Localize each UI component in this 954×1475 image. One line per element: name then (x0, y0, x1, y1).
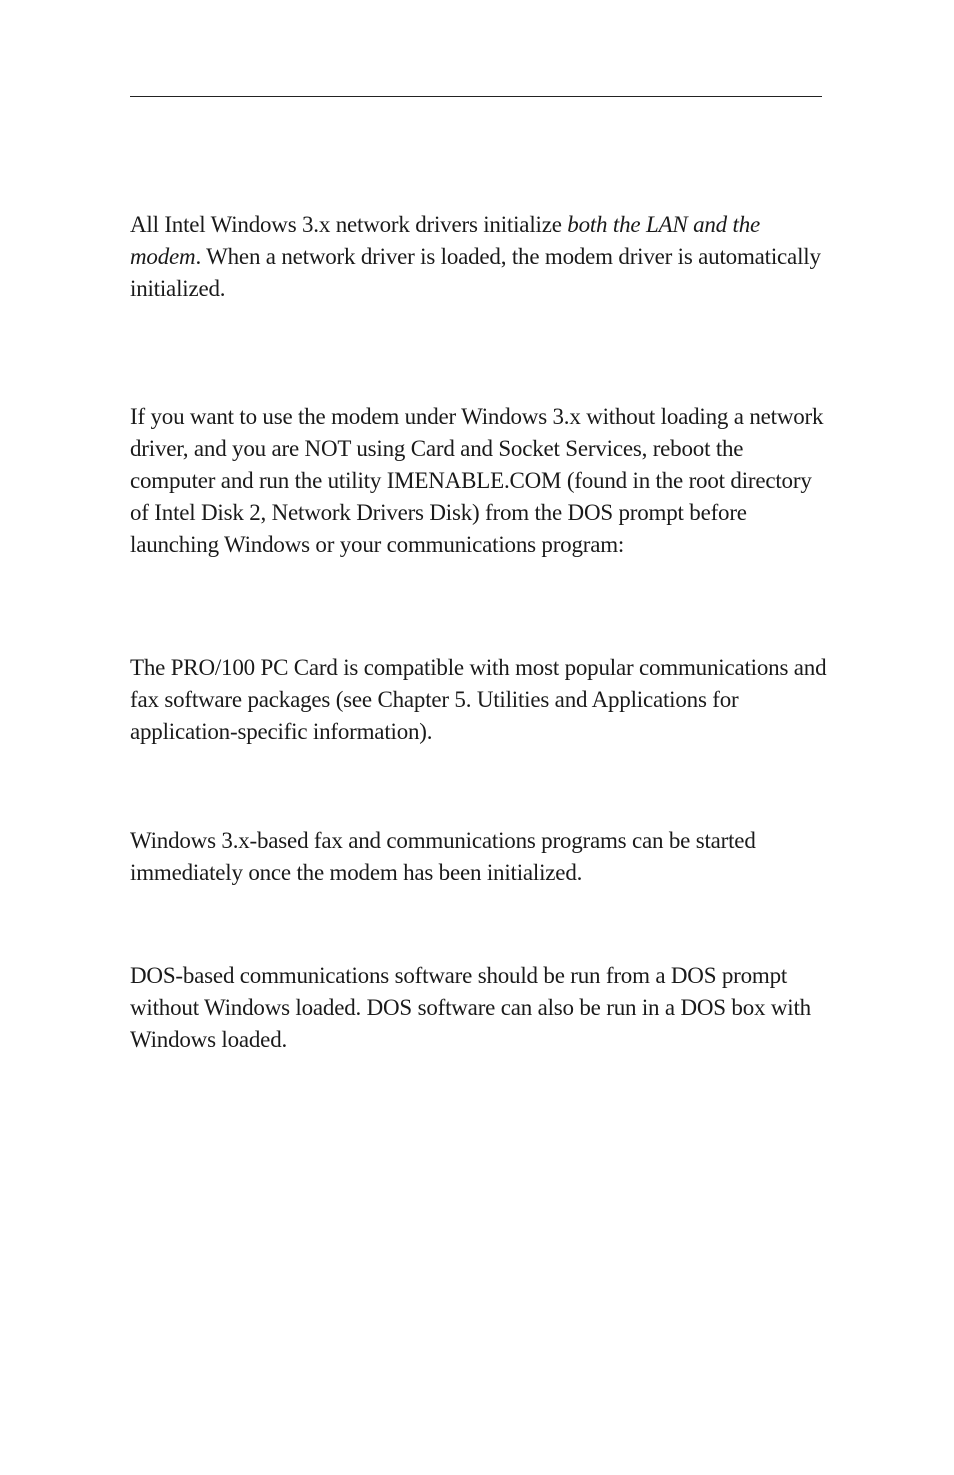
paragraph-dos-software: DOS-based communications software should be run from a DOS prompt without Windows loaded. DOS software can also be run in a DOS box with Windows loaded. (130, 963, 811, 1052)
paragraph-windows-programs: Windows 3.x-based fax and communications programs can be started immediately once the modem has been initialized. (130, 828, 756, 885)
paragraph-network-drivers (130, 209, 830, 305)
p1-text-end: . When a network driver is loaded, the modem driver is automatically initialized. (130, 244, 821, 301)
header-rule (130, 96, 822, 97)
paragraph-compatibility: The PRO/100 PC Card is compatible with most popular communications and fax software packages (see Chapter 5. Utilities and Applications for application-specific information). (130, 655, 827, 744)
p1-text-start: All Intel Windows 3.x network drivers initialize (130, 212, 568, 237)
paragraph-imenable: If you want to use the modem under Windows 3.x without loading a network driver, and you are NOT using Card and Socket Services, reboot the computer and run the utility IMENABLE.COM (found in the root directory of Intel Disk 2, Network Drivers Disk) from the DOS prompt before launching Windows or your communications program: (130, 404, 824, 557)
p1-italic-text: both the LAN and the modem (130, 212, 761, 269)
